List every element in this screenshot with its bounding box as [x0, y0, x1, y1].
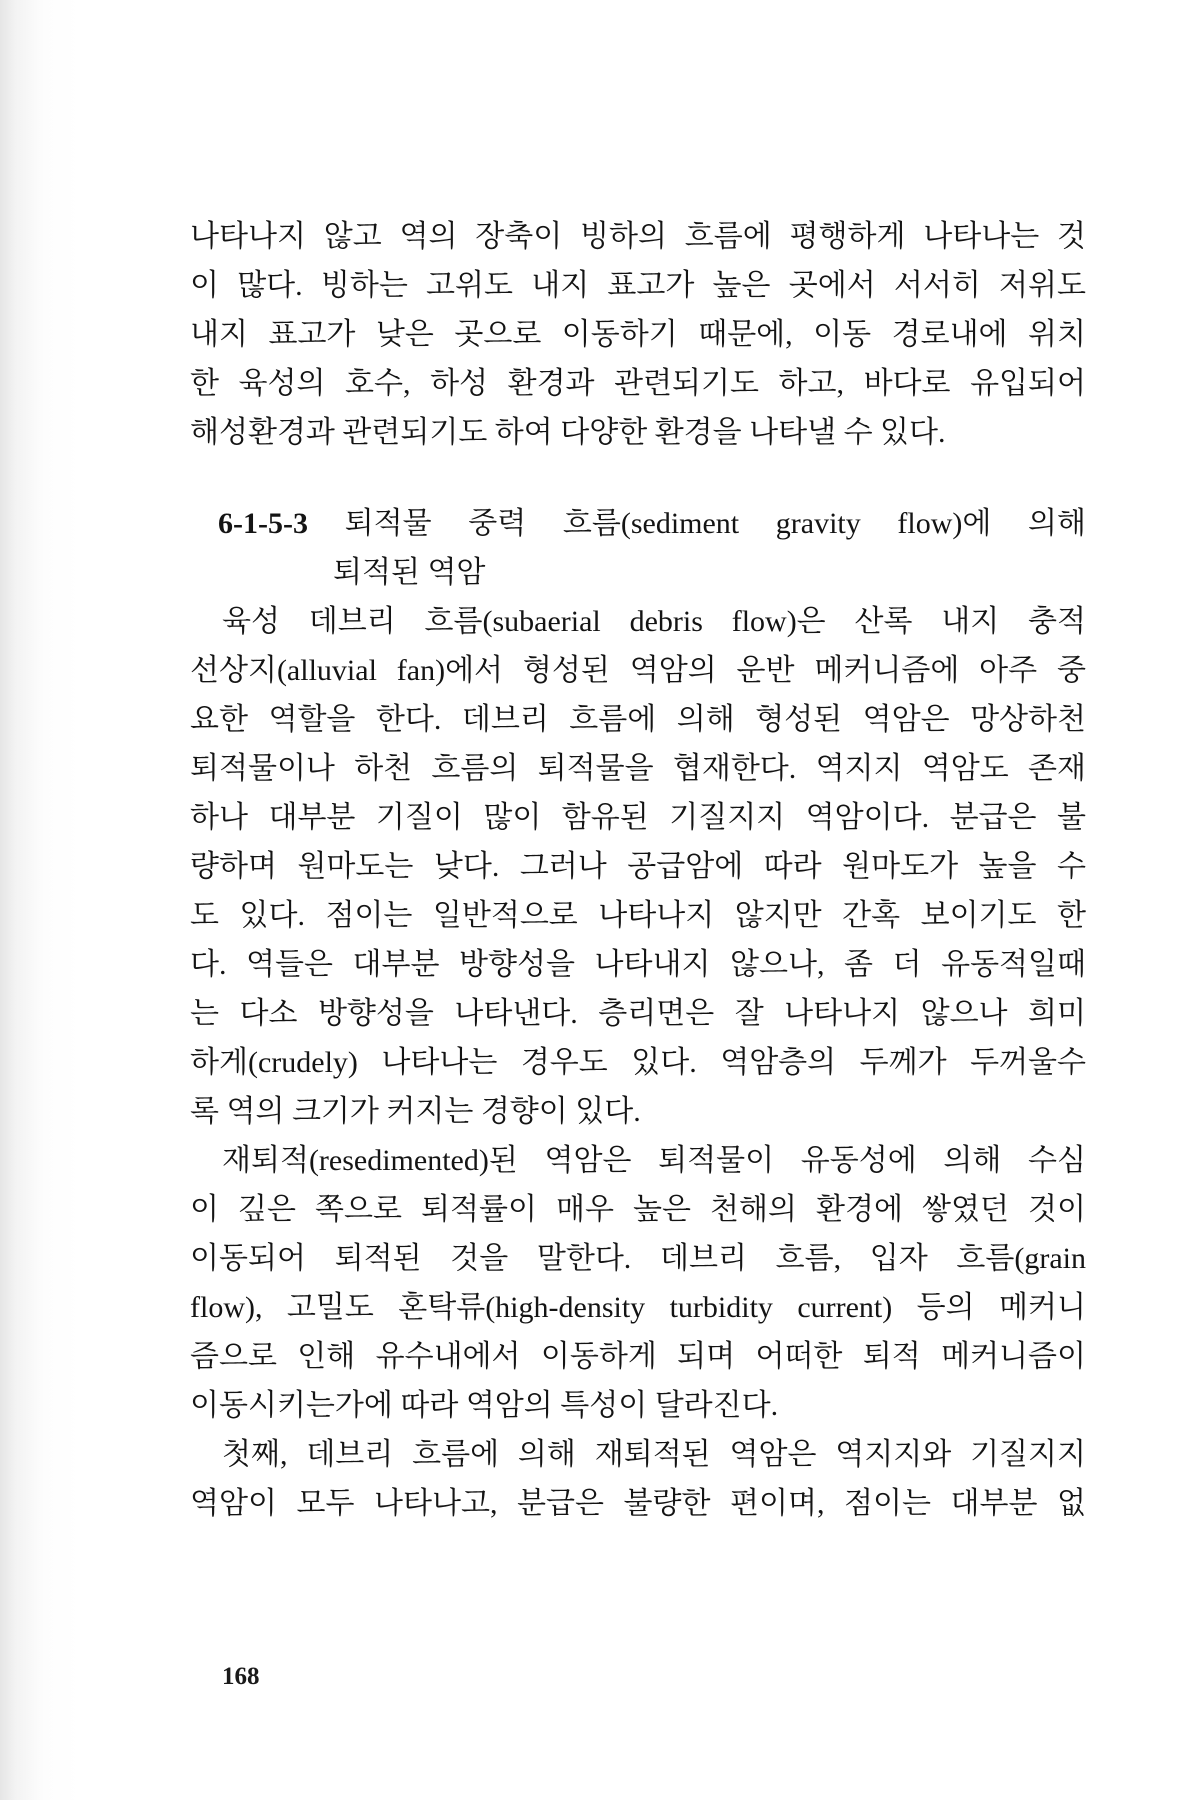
- text-line: 요한 역할을 한다. 데브리 흐름에 의해 형성된 역암은 망상하천: [190, 703, 1086, 736]
- text-line: 이동되어 퇴적된 것을 말한다. 데브리 흐름, 입자 흐름(grain: [190, 1242, 1086, 1275]
- section-title: 퇴적물 중력 흐름(sediment gravity flow)에 의해: [344, 507, 1086, 540]
- text-line: 한 육성의 호수, 하성 환경과 관련되기도 하고, 바다로 유입되어: [190, 367, 1086, 400]
- text-line: 다. 역들은 대부분 방향성을 나타내지 않으나, 좀 더 유동적일때: [190, 948, 1086, 981]
- text-line: 하게(crudely) 나타나는 경우도 있다. 역암층의 두께가 두꺼울수: [190, 1046, 1086, 1079]
- section-heading-line: 퇴적된 역암: [333, 556, 486, 589]
- text-line: 는 다소 방향성을 나타낸다. 층리면은 잘 나타나지 않으나 희미: [190, 997, 1086, 1030]
- paragraph: [190, 1430, 1086, 1528]
- text-line: 록 역의 크기가 커지는 경향이 있다.: [190, 1095, 641, 1128]
- text-line: 하나 대부분 기질이 많이 함유된 기질지지 역암이다. 분급은 불: [190, 801, 1086, 834]
- paragraph: [190, 1136, 1086, 1430]
- text-line: flow), 고밀도 혼탁류(high-density turbidity current) 등의 메커니: [190, 1291, 1086, 1324]
- text-line: 즘으로 인해 유수내에서 이동하게 되며 어떠한 퇴적 메커니즘이: [190, 1340, 1086, 1373]
- continued-paragraph: [190, 212, 1086, 457]
- text-line: 선상지(alluvial fan)에서 형성된 역암의 운반 메커니즘에 아주 중: [190, 654, 1086, 687]
- text-line: 나타나지 않고 역의 장축이 빙하의 흐름에 평행하게 나타나는 것: [190, 220, 1086, 253]
- text-line: 첫째, 데브리 흐름에 의해 재퇴적된 역암은 역지지와 기질지지: [222, 1438, 1086, 1471]
- text-line: 재퇴적(resedimented)된 역암은 퇴적물이 유동성에 의해 수심: [222, 1144, 1086, 1177]
- text-line: 해성환경과 관련되기도 하여 다양한 환경을 나타낼 수 있다.: [190, 416, 946, 449]
- text-line: 이 깊은 쪽으로 퇴적률이 매우 높은 천해의 환경에 쌓였던 것이: [190, 1193, 1086, 1226]
- text-line: 량하며 원마도는 낮다. 그러나 공급암에 따라 원마도가 높을 수: [190, 850, 1086, 883]
- text-line: 육성 데브리 흐름(subaerial debris flow)은 산록 내지 충적: [222, 605, 1086, 638]
- section-heading: [190, 499, 1086, 597]
- text-line: 내지 표고가 낮은 곳으로 이동하기 때문에, 이동 경로내에 위치: [190, 318, 1086, 351]
- text-line: 이 많다. 빙하는 고위도 내지 표고가 높은 곳에서 서서히 저위도: [190, 269, 1086, 302]
- text-line: 이동시키는가에 따라 역암의 특성이 달라진다.: [190, 1389, 779, 1422]
- section-number: 6-1-5-3: [218, 507, 308, 540]
- text-line: 퇴적물이나 하천 흐름의 퇴적물을 협재한다. 역지지 역암도 존재: [190, 752, 1086, 785]
- body-text: [190, 212, 1086, 1528]
- paragraph: [190, 597, 1086, 1136]
- section-heading-line: [190, 499, 1086, 548]
- text-line: 역암이 모두 나타나고, 분급은 불량한 편이며, 점이는 대부분 없: [190, 1487, 1086, 1520]
- text-line: 도 있다. 점이는 일반적으로 나타나지 않지만 간혹 보이기도 한: [190, 899, 1086, 932]
- page-number: 168: [222, 1663, 260, 1690]
